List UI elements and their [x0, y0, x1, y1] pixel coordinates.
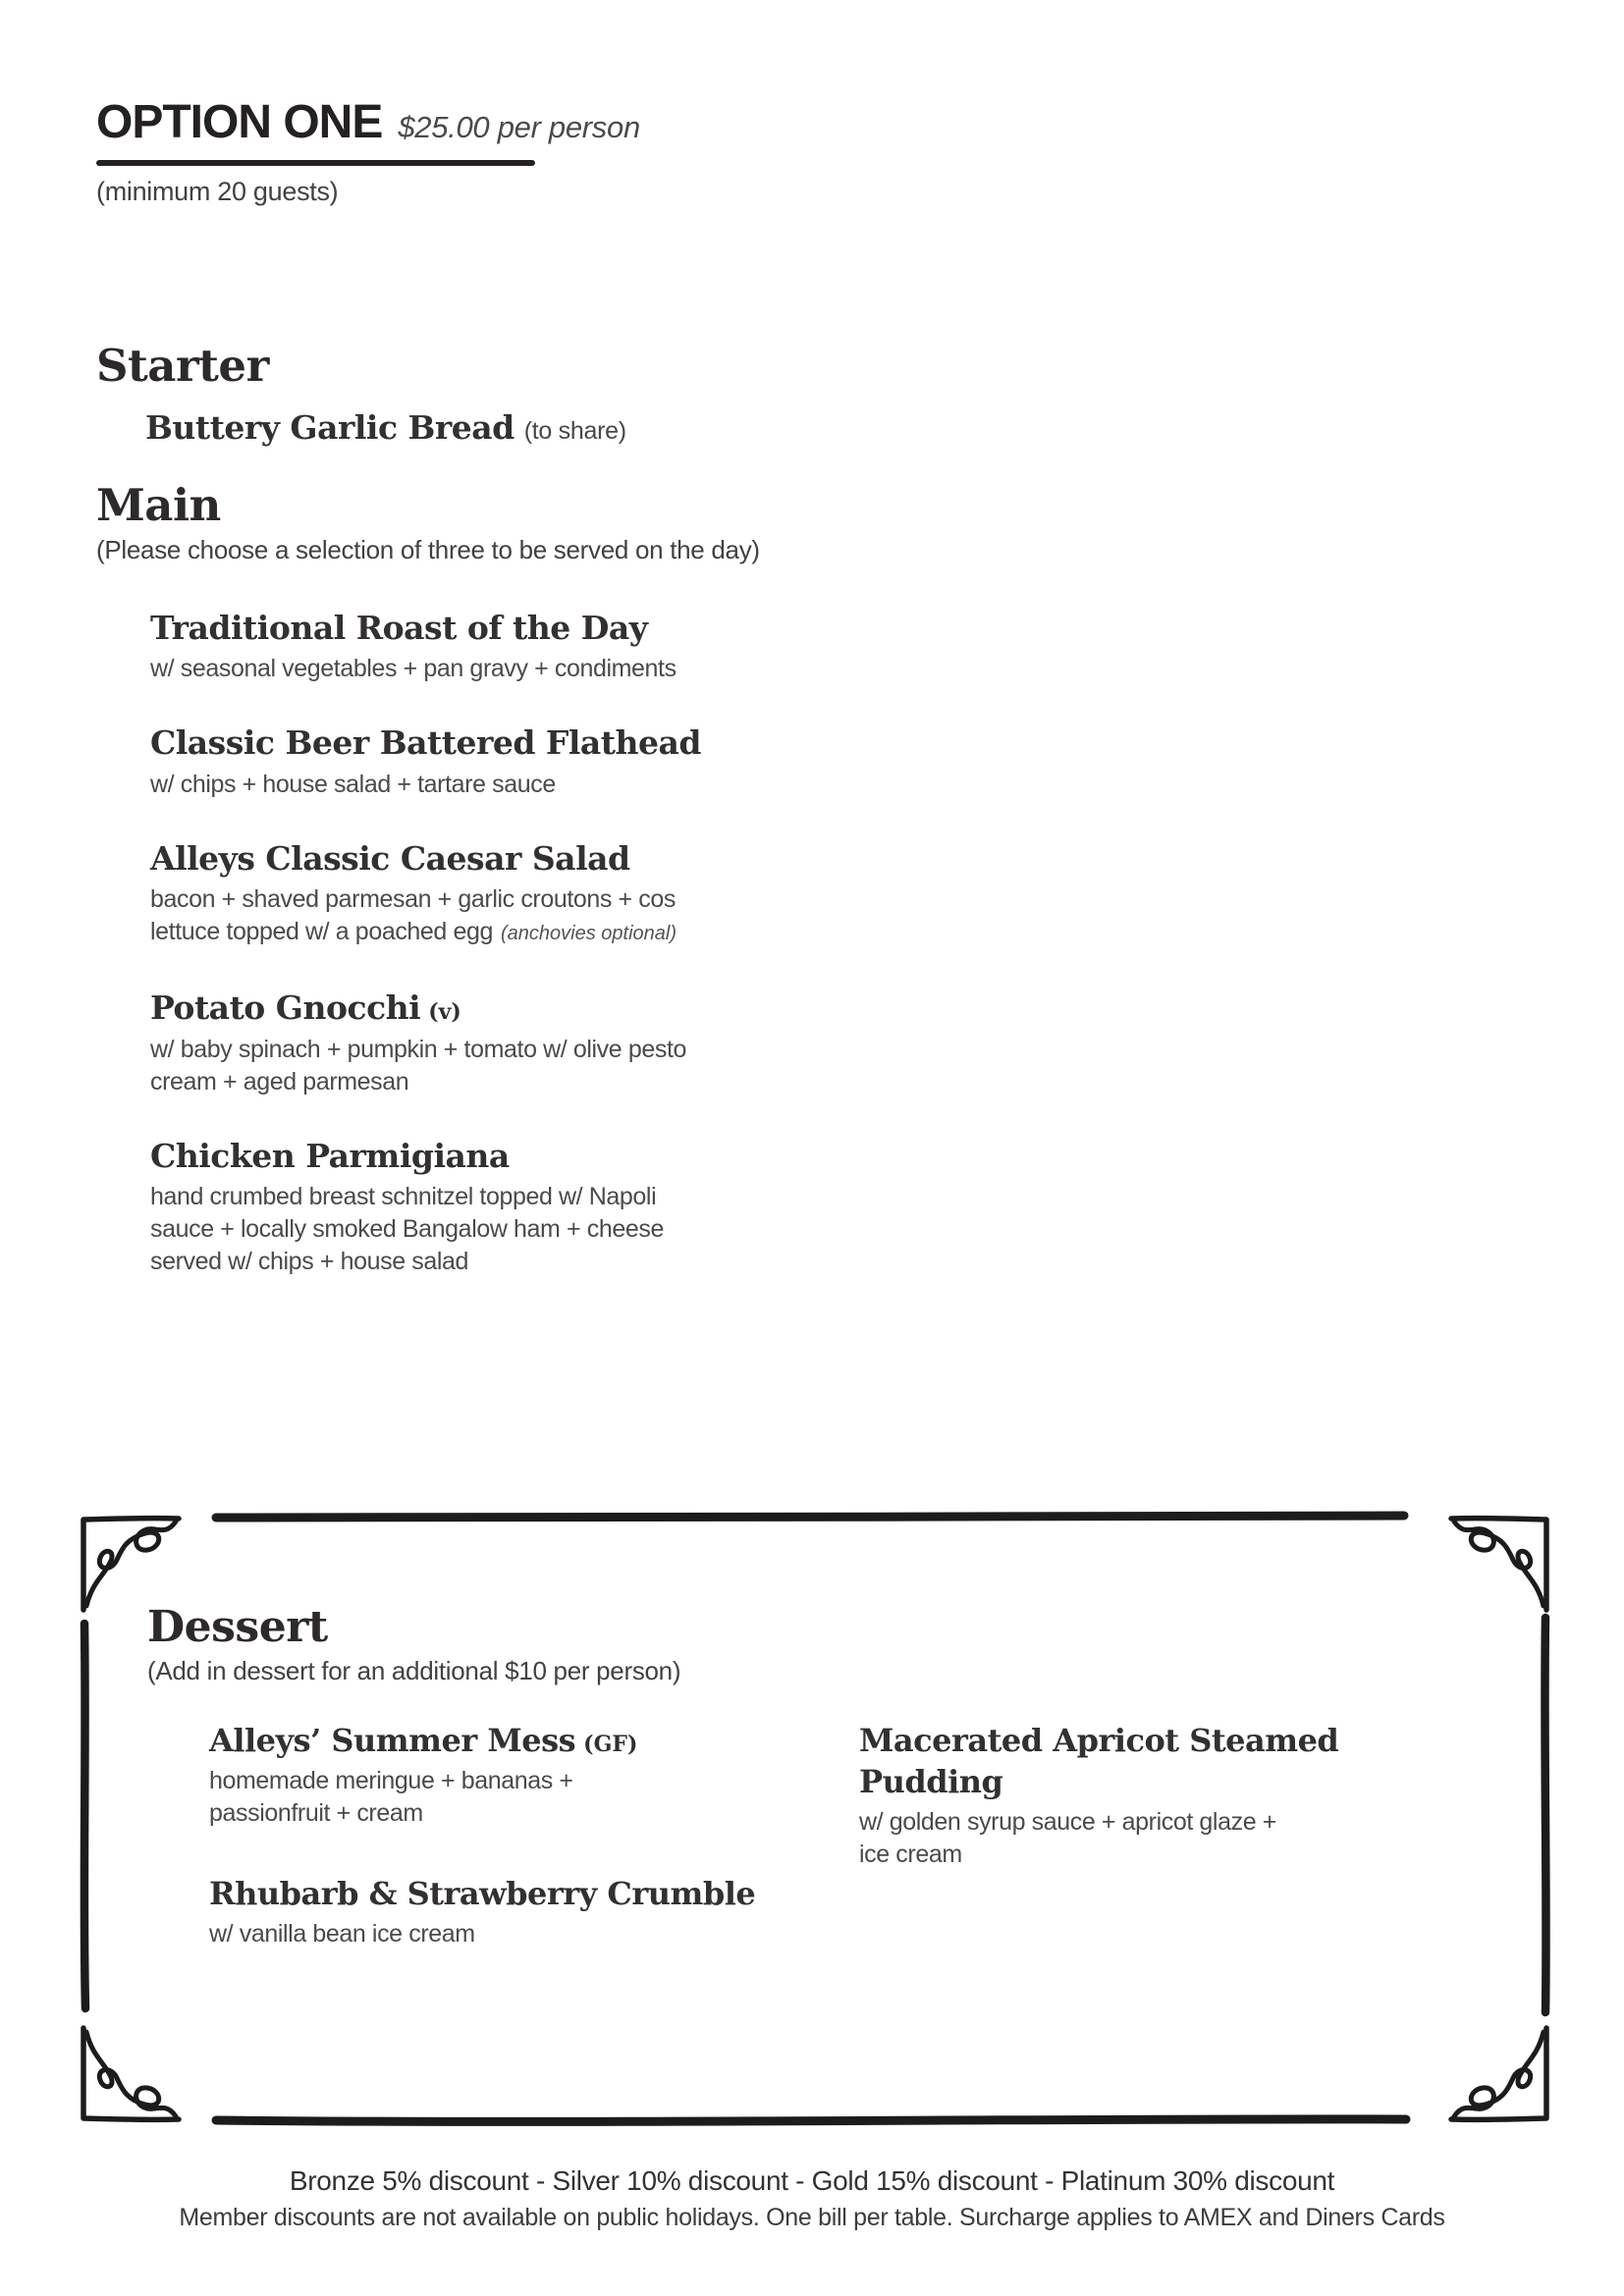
item-description [150, 1181, 798, 1278]
menu-item [209, 1720, 818, 1830]
item-description [209, 1765, 818, 1830]
section-dessert [147, 1604, 680, 1686]
description-line: w/ golden syrup sauce + apricot glaze + [859, 1808, 1276, 1837]
footer [0, 2165, 1624, 2232]
item-description [209, 1918, 818, 1950]
item-name [209, 1873, 818, 1914]
description-line: w/ baby spinach + pumpkin + tomato w/ olive pesto [150, 1035, 686, 1063]
dessert-subtitle: (Add in dessert for an additional $10 per person) [147, 1656, 681, 1686]
main-items [150, 607, 798, 1279]
item-name [150, 987, 798, 1030]
description-line [150, 916, 798, 950]
description-line: cream + aged parmesan [150, 1067, 409, 1095]
description-line: served w/ chips + house salad [150, 1248, 469, 1276]
description-line: hand crumbed breast schnitzel topped w/ Napoli [150, 1183, 657, 1211]
main-heading: Main [96, 479, 221, 531]
description-line: w/ seasonal vegetables + pan gravy + condiments [150, 655, 677, 683]
gluten-free-tag: (GF) [583, 1732, 638, 1757]
item-description [150, 653, 798, 685]
corner-flourish-icon [83, 2028, 179, 2119]
description-line: ice cream [859, 1841, 962, 1869]
description-line: bacon + shaved parmesan + garlic croutons + cos [150, 885, 676, 914]
border-left-line [84, 1624, 85, 2008]
item-name-text: Chicken Parmigiana [150, 1136, 510, 1175]
footer-terms: Member discounts are not available on public holidays. One bill per table. Surcharge applies to AMEX and Diners Cards [179, 2204, 1445, 2231]
description-line: homemade meringue + bananas + [209, 1767, 573, 1795]
corner-flourish-icon [1451, 1519, 1546, 1610]
section-main [96, 481, 798, 1314]
price-per-person: $25.00 per person [398, 110, 640, 144]
item-name-text: Macerated Apricot Steamed Pudding [859, 1722, 1339, 1801]
menu-item [150, 607, 798, 686]
item-name-text: Traditional Roast of the Day [150, 608, 648, 647]
dessert-column-right [859, 1720, 1409, 1914]
item-name-text: Alleys’ Summer Mess [209, 1722, 576, 1759]
item-name [150, 721, 798, 765]
menu-item [150, 721, 798, 801]
dessert-heading: Dessert [147, 1602, 328, 1652]
dessert-column-left [209, 1720, 818, 1994]
title-underline [96, 160, 535, 166]
corner-flourish-icon [1451, 2028, 1546, 2119]
border-right-line [1544, 1618, 1545, 2012]
item-name-text: Potato Gnocchi [150, 988, 421, 1028]
item-name-text: Classic Beer Battered Flathead [150, 723, 701, 763]
item-note: (anchovies optional) [501, 923, 677, 945]
starter-heading: Starter [96, 340, 269, 392]
menu-item [150, 1135, 798, 1279]
item-name [150, 837, 798, 881]
item-name [150, 1135, 798, 1178]
menu-item [145, 406, 626, 450]
border-bottom-line [216, 2119, 1406, 2122]
description-line: w/ vanilla bean ice cream [209, 1920, 475, 1949]
item-name [859, 1720, 1409, 1802]
menu-item [150, 837, 798, 951]
menu-item [150, 987, 798, 1098]
item-name [150, 607, 798, 650]
item-description [150, 883, 798, 950]
corner-flourish-icon [83, 1519, 179, 1610]
item-name [209, 1720, 818, 1761]
description-text: lettuce topped w/ a poached egg [150, 918, 493, 946]
menu-item [859, 1720, 1409, 1871]
item-name-text: Alleys Classic Caesar Salad [150, 838, 630, 878]
item-note: (to share) [523, 416, 626, 445]
description-line: sauce + locally smoked Bangalow ham + cheese [150, 1215, 664, 1244]
menu-item [209, 1873, 818, 1950]
description-line: passionfruit + cream [209, 1799, 423, 1828]
item-description [859, 1806, 1409, 1871]
item-name-text: Rhubarb & Strawberry Crumble [209, 1875, 756, 1913]
header [96, 96, 640, 207]
minimum-guests-note: (minimum 20 guests) [96, 177, 339, 206]
vegetarian-tag: (v) [428, 999, 461, 1026]
border-top-line [216, 1516, 1404, 1518]
description-line: w/ chips + house salad + tartare sauce [150, 770, 556, 798]
item-description [150, 769, 798, 801]
item-description [150, 1034, 798, 1098]
main-subtitle: (Please choose a selection of three to be served on the day) [96, 534, 760, 564]
page-title: OPTION ONE [96, 96, 383, 148]
footer-discounts: Bronze 5% discount - Silver 10% discount - Gold 15% discount - Platinum 30% discount [289, 2165, 1335, 2196]
section-starter [96, 342, 626, 449]
item-name: Buttery Garlic Bread [145, 407, 514, 447]
